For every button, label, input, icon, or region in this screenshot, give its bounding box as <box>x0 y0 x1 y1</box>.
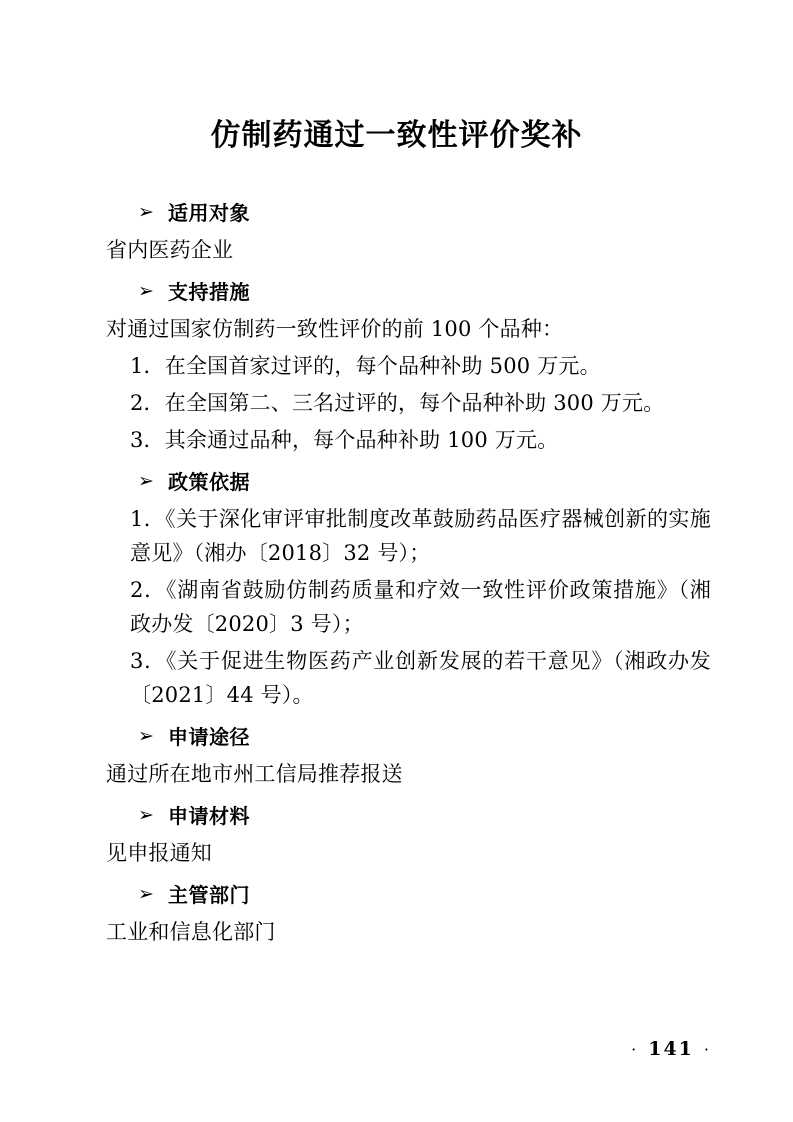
bullet-arrow-icon: ➢ <box>138 201 155 223</box>
page-number-footer <box>631 1038 711 1060</box>
section-heading-label: 政策依据 <box>168 470 250 495</box>
section-heading-label: 适用对象 <box>168 201 250 225</box>
section-heading-application-channel <box>82 722 711 753</box>
section-heading-support-measures <box>82 277 711 308</box>
bullet-arrow-icon: ➢ <box>138 470 155 493</box>
paragraph: 1．在全国首家过评的，每个品种补助 500 万元。 <box>130 354 601 379</box>
bullet-arrow-icon: ➢ <box>138 725 155 748</box>
paragraph: 2．《湖南省鼓励仿制药质量和疗效一致性评价政策措施》（湘政办发〔2020〕3 号）； <box>130 578 711 637</box>
footer-dot-right: · <box>703 1040 711 1059</box>
page-title: 仿制药通过一致性评价奖补 <box>210 118 583 153</box>
section-heading-policy-basis <box>82 467 711 498</box>
paragraph: 见申报通知 <box>106 841 212 866</box>
paragraph: 工业和信息化部门 <box>106 920 276 945</box>
footer-page-number: 141 <box>648 1038 694 1060</box>
paragraph: 3．其余通过品种，每个品种补助 100 万元。 <box>130 428 559 453</box>
paragraph: 通过所在地市州工信局推荐报送 <box>106 762 403 787</box>
bullet-arrow-icon: ➢ <box>138 883 155 906</box>
paragraph: 1．《关于深化审评审批制度改革鼓励药品医疗器械创新的实施意见》（湘办〔2018〕32 号）； <box>130 507 711 566</box>
section-heading-label: 申请途径 <box>168 725 250 750</box>
section-heading-applicable-objects <box>82 198 711 229</box>
document-body <box>82 198 711 949</box>
section-heading-application-materials <box>82 801 711 832</box>
section-heading-label: 申请材料 <box>168 804 250 829</box>
paragraph: 省内医药企业 <box>106 238 234 262</box>
paragraph: 3．《关于促进生物医药产业创新发展的若干意见》（湘政办发〔2021〕44 号）。 <box>130 649 711 708</box>
section-heading-label: 主管部门 <box>168 883 250 908</box>
bullet-arrow-icon: ➢ <box>138 280 155 303</box>
paragraph: 2．在全国第二、三名过评的，每个品种补助 300 万元。 <box>130 391 665 416</box>
section-heading-label: 支持措施 <box>168 280 250 305</box>
bullet-arrow-icon: ➢ <box>138 804 155 827</box>
paragraph: 对通过国家仿制药一致性评价的前 100 个品种： <box>106 317 564 342</box>
footer-dot-left: · <box>631 1040 639 1059</box>
section-heading-competent-department <box>82 880 711 911</box>
